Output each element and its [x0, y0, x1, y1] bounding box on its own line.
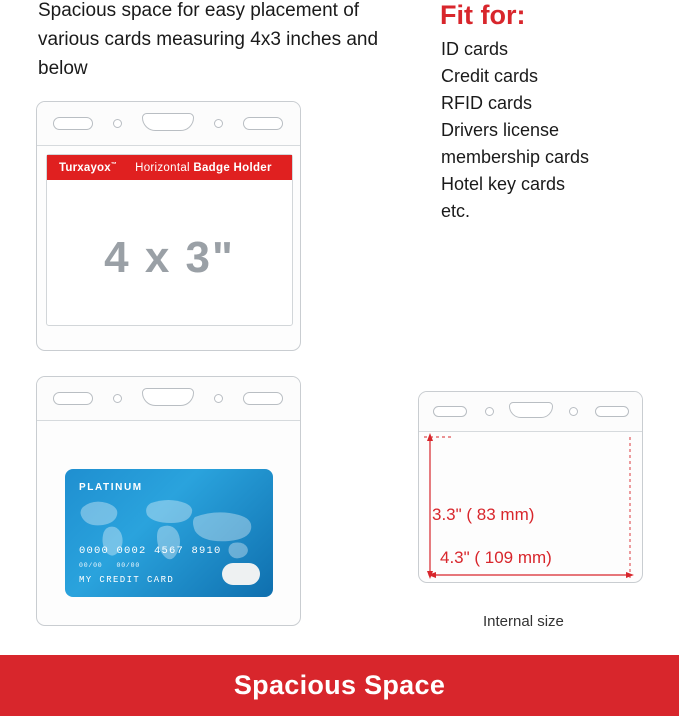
center-notch [142, 113, 194, 131]
list-item: Drivers license [441, 120, 560, 140]
list-item: etc. [441, 201, 471, 221]
brand-name: Turxayox™ [59, 161, 118, 174]
card-date-left: 00/00 [79, 562, 103, 569]
card-red-band [47, 155, 292, 180]
description-text: Spacious space for easy placement of various cards measuring 4x3 inches and below [38, 0, 379, 79]
list-item: Credit cards [441, 66, 539, 86]
slot-left [53, 117, 93, 130]
size-marking: 4 x 3" [104, 233, 235, 282]
center-notch [509, 402, 553, 418]
slot-left [53, 392, 93, 405]
trademark-symbol: ™ [110, 161, 118, 168]
list-item: Hotel key cards [441, 174, 566, 194]
slot-left [433, 406, 467, 417]
card-date-right: 00/00 [116, 562, 141, 569]
list-item: ID cards [441, 39, 509, 59]
list-item: membership cards [441, 147, 590, 167]
card-band-title: Horizontal Badge Holder [135, 161, 272, 174]
internal-size-caption: Internal size [483, 613, 564, 630]
internal-height-text: 3.3" ( 83 mm) [432, 505, 535, 524]
bottom-banner [0, 655, 679, 716]
card-number: 0000 0002 4567 8910 [79, 545, 222, 557]
fit-for-title: Fit for: [440, 0, 526, 30]
punch-hole-left [485, 407, 494, 416]
banner-text: Spacious Space [233, 670, 446, 700]
credit-card [65, 469, 273, 597]
card-holder-name: MY CREDIT CARD [79, 575, 175, 585]
card-tier: PLATINUM [79, 482, 143, 493]
card-chip-icon [222, 563, 260, 585]
holder-top-band [37, 102, 300, 146]
list-item: RFID cards [441, 93, 533, 113]
slot-right [595, 406, 629, 417]
punch-hole-right [214, 119, 223, 128]
slot-right [243, 117, 283, 130]
badge-holder-with-size-card [36, 101, 301, 351]
card-dates [79, 562, 154, 569]
badge-holder-with-credit-card [36, 376, 301, 626]
center-notch [142, 388, 194, 406]
insert-card [46, 154, 293, 326]
punch-hole-left [113, 119, 122, 128]
punch-hole-right [569, 407, 578, 416]
internal-width-text: 4.3" ( 109 mm) [440, 548, 552, 567]
holder-top-band [37, 377, 300, 421]
punch-hole-left [113, 394, 122, 403]
fit-for-list [441, 36, 671, 225]
slot-right [243, 392, 283, 405]
holder-top-band [419, 392, 642, 432]
punch-hole-right [214, 394, 223, 403]
